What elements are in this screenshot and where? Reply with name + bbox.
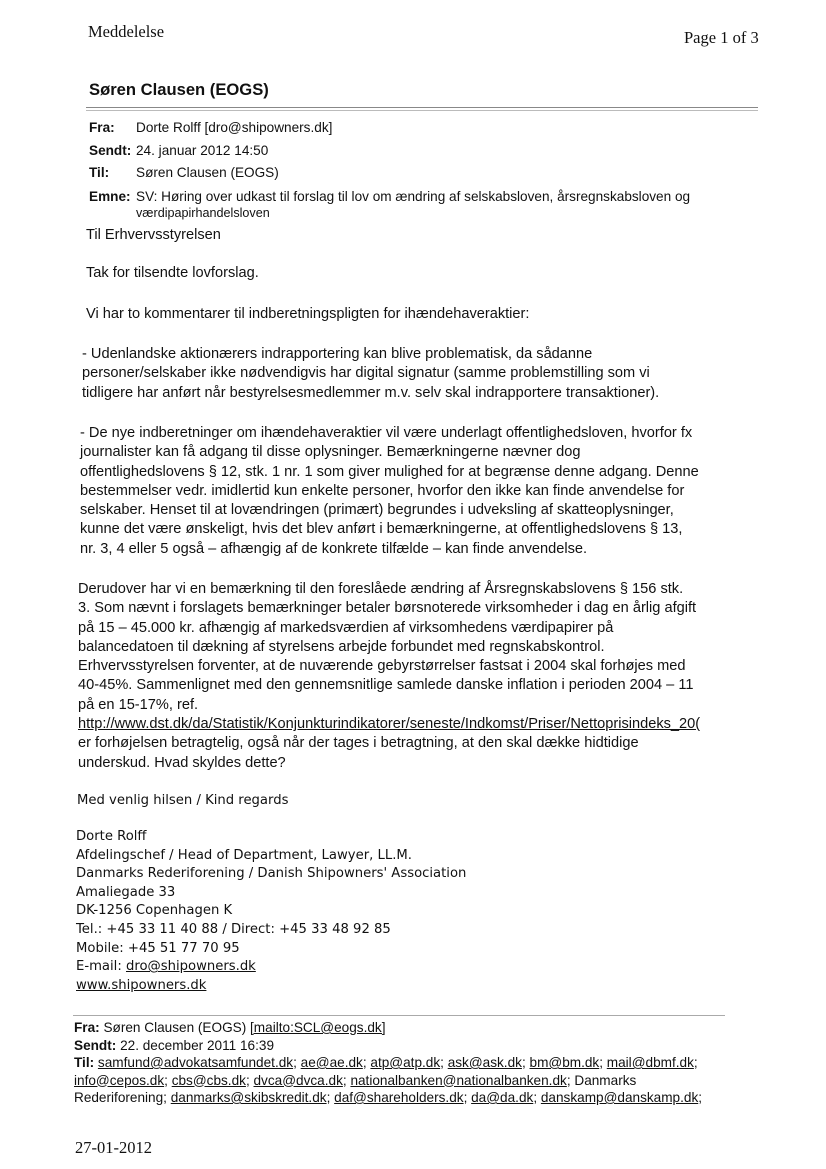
paragraph-line: balancedatoen til dækning af styrelsens arbejde forbundet med regnskabskontrol. bbox=[78, 638, 605, 655]
thanks-line: Tak for tilsendte lovforslag. bbox=[86, 265, 259, 281]
closing: Med venlig hilsen / Kind regards bbox=[77, 793, 289, 808]
recipient-link[interactable]: ae@ae.dk bbox=[300, 1055, 363, 1070]
signature-name: Dorte Rolff bbox=[76, 829, 147, 844]
email-link[interactable]: dro@shipowners.dk bbox=[125, 959, 256, 975]
forward-sent-label: Sendt: bbox=[74, 1037, 117, 1053]
paragraph-line: kunne det være ønskeligt, hvis det blev anført i bemærkningerne, at offentlighedslovens § 13, bbox=[80, 521, 683, 538]
forward-from-label: Fra: bbox=[74, 1020, 100, 1035]
to-label: Til: bbox=[89, 165, 110, 180]
paragraph-line: 3. Som nævnt i forslagets bemærkninger betaler børsnoterede virksomheder i dag en årlig afgift bbox=[78, 600, 697, 617]
intro-line: Vi har to kommentarer til indberetningspligten for ihændehaveraktier: bbox=[86, 306, 530, 322]
paragraph-2 bbox=[80, 424, 699, 559]
subject-row bbox=[89, 189, 690, 205]
paragraph-line: Derudover har vi en bemærkning til den foreslåede ændring af Årsregnskabslovens § 156 stk. bbox=[78, 581, 684, 597]
forward-divider bbox=[73, 1015, 725, 1016]
forward-to-row-3: Rederiforening; danmarks@skibskredit.dk; daf@shareholders.dk; da@da.dk; danskamp@danskamp.dk; bbox=[74, 1090, 703, 1105]
statistics-link[interactable]: http://www.dst.dk/da/Statistik/Konjunkturindikatorer/seneste/Indkomst/Priser/Nettoprisindeks_20( bbox=[78, 716, 701, 733]
signature-org: Danmarks Rederiforening / Danish Shipowners' Association bbox=[76, 866, 467, 882]
recipient-text: Rederiforening; bbox=[74, 1090, 171, 1105]
recipient-link[interactable]: info@cepos.dk bbox=[74, 1072, 165, 1088]
recipient-link[interactable]: mail@dbmf.dk bbox=[606, 1055, 694, 1070]
recipient-link[interactable]: danmarks@skibskredit.dk bbox=[170, 1090, 327, 1105]
signature-street: Amaliegade 33 bbox=[76, 884, 176, 900]
recipient-link[interactable]: cbs@cbs.dk bbox=[171, 1072, 246, 1088]
paragraph-line: journalister kan få adgang til disse oplysninger. Bemærkningerne nævner dog bbox=[80, 444, 581, 461]
page-number: Page 1 of 3 bbox=[684, 28, 759, 47]
sent-row bbox=[89, 143, 268, 159]
from-value: Dorte Rolff [dro@shipowners.dk] bbox=[136, 120, 333, 135]
paragraph-line: selskaber. Henset til at lovændringen (primært) begrundes i udveksling af skatteoplysninger, bbox=[80, 502, 674, 519]
paragraph-line: personer/selskaber ikke nødvendigvis har digital signatur (samme problemstilling som vi bbox=[82, 365, 650, 382]
recipient-link[interactable]: samfund@advokatsamfundet.dk bbox=[97, 1055, 294, 1070]
recipient-link[interactable]: dvca@dvca.dk bbox=[253, 1072, 343, 1088]
paragraph-line: Erhvervsstyrelsen forventer, at de nuværende gebyrstørrelser fastsat i 2004 skal forhøjes med bbox=[78, 658, 686, 675]
forwarded-header bbox=[74, 1019, 702, 1107]
forward-from-value: Søren Clausen (EOGS) bbox=[99, 1020, 251, 1035]
sent-label: Sendt: bbox=[89, 143, 132, 158]
paragraph-1 bbox=[82, 345, 659, 403]
from-label: Fra: bbox=[89, 120, 115, 135]
recipient-link[interactable]: daf@shareholders.dk bbox=[334, 1090, 464, 1105]
recipient-link[interactable]: danskamp@danskamp.dk bbox=[540, 1090, 699, 1105]
from-row bbox=[89, 120, 332, 136]
sent-value: 24. januar 2012 14:50 bbox=[136, 143, 269, 158]
to-row bbox=[89, 165, 279, 181]
recipient-text: Danmarks bbox=[574, 1072, 637, 1088]
signature-title: Afdelingschef / Head of Department, Lawyer, LL.M. bbox=[76, 847, 412, 863]
page-header-title: Meddelelse bbox=[88, 22, 165, 41]
greeting: Til Erhvervsstyrelsen bbox=[86, 227, 221, 243]
paragraph-line: tidligere har anført når bestyrelsesmedlemmer m.v. selv skal indrapportere transaktioner). bbox=[82, 384, 660, 401]
recipient-link[interactable]: atp@atp.dk bbox=[370, 1055, 441, 1070]
paragraph-line: - De nye indberetninger om ihændehaveraktier vil være underlagt offentlighedsloven, hvorfor fx bbox=[80, 425, 693, 441]
paragraph-line: er forhøjelsen betragtelig, også når der tages i betragtning, at den skal dække hidtidige bbox=[78, 735, 639, 752]
paragraph-line: på 15 – 45.000 kr. afhængig af markedsværdien af virksomhedens værdipapirer på bbox=[78, 619, 614, 636]
subject-line-2: værdipapirhandelsloven bbox=[136, 206, 270, 220]
header-divider-shadow bbox=[86, 110, 758, 111]
recipient-link[interactable]: da@da.dk bbox=[471, 1090, 534, 1105]
paragraph-line: 40-45%. Sammenlignet med den gennemsnitlige samlede danske inflation i perioden 2004 – 11 bbox=[78, 677, 694, 694]
subject-label: Emne: bbox=[89, 189, 131, 204]
signature-email-row bbox=[76, 958, 466, 977]
paragraph-link-row bbox=[78, 715, 730, 734]
forward-to-label: Til: bbox=[74, 1055, 95, 1070]
header-divider bbox=[86, 107, 758, 108]
sender-title: Søren Clausen (EOGS) bbox=[89, 80, 269, 99]
paragraph-line: offentlighedslovens § 12, stk. 1 nr. 1 som giver mulighed for at begrænse denne adgang. Denne bbox=[80, 463, 699, 480]
to-value: Søren Clausen (EOGS) bbox=[136, 165, 279, 180]
website-link[interactable]: www.shipowners.dk bbox=[76, 977, 207, 993]
paragraph-line: nr. 3, 4 eller 5 også – afhængig af de konkrete tilfælde – kan finde anvendelse. bbox=[80, 540, 588, 557]
signature-mobile: Mobile: +45 51 77 70 95 bbox=[76, 940, 240, 956]
recipient-link[interactable]: ask@ask.dk bbox=[447, 1055, 522, 1070]
paragraph-line: bestemmelser vedr. imidlertid kun enkelte personer, hvorfor den ikke kan finde anvendelse for bbox=[80, 482, 685, 499]
forward-mailto-link[interactable]: [mailto:SCL@eogs.dk] bbox=[250, 1020, 386, 1035]
paragraph-line: på en 15-17%, ref. bbox=[78, 696, 199, 713]
paragraph-line: - Udenlandske aktionærers indrapportering kan blive problematisk, da sådanne bbox=[82, 346, 593, 362]
forward-to-row-1: Til: samfund@advokatsamfundet.dk; ae@ae.dk; atp@atp.dk; ask@ask.dk; bm@bm.dk; mail@dbmf.dk; bbox=[74, 1055, 698, 1070]
forward-sent-row bbox=[74, 1037, 702, 1055]
forward-from-row bbox=[74, 1019, 702, 1037]
email-label: E-mail: bbox=[76, 959, 126, 975]
signature-block bbox=[76, 828, 466, 995]
paragraph-3 bbox=[78, 580, 730, 773]
signature-phone: Tel.: +45 33 11 40 88 / Direct: +45 33 48 92 85 bbox=[76, 921, 391, 937]
footer-date: 27-01-2012 bbox=[75, 1138, 152, 1157]
recipient-link[interactable]: bm@bm.dk bbox=[529, 1055, 600, 1070]
signature-city: DK-1256 Copenhagen K bbox=[76, 903, 233, 919]
subject-line-1: SV: Høring over udkast til forslag til lov om ændring af selskabsloven, årsregnskabsloven og bbox=[136, 189, 691, 204]
paragraph-line: underskud. Hvad skyldes dette? bbox=[78, 754, 286, 771]
forward-sent-value: 22. december 2011 16:39 bbox=[116, 1037, 274, 1053]
forward-to-row-2: info@cepos.dk; cbs@cbs.dk; dvca@dvca.dk; nationalbanken@nationalbanken.dk; Danmarks bbox=[74, 1072, 637, 1088]
recipient-link[interactable]: nationalbanken@nationalbanken.dk bbox=[350, 1072, 567, 1088]
